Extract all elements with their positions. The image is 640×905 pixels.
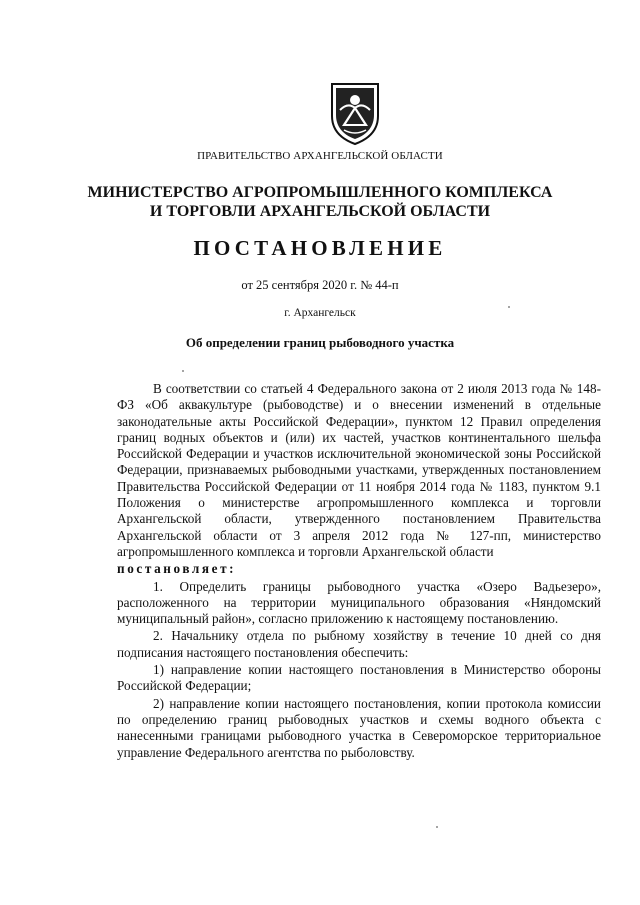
ministry-name: [0, 183, 640, 221]
document-body: [117, 381, 601, 761]
item-1-paragraph: 1. Определить границы рыбоводного участка «Озеро Вадьезеро», расположенного на территории муниципального образования «Няндомский муниципальный район», согласно приложению к настоящему постановлению.: [117, 578, 601, 627]
preamble-paragraph: В соответствии со статьей 4 Федерального закона от 2 июля 2013 года № 148-ФЗ «Об аквакультуре (рыбоводстве) и о внесении изменений в отдельные законодательные акты Российской Федерации», пунктом 12 Правил определения границ водных объектов и (или) их частей, участков континентального шельфа Российской Федерации и участков исключительной экономической зоны Российской Федерации, признаваемых рыбоводными участками, утвержденных постановлением Правительства Российской Федерации от 11 ноября 2014 года № 1183, пунктом 9.1 Положения о министерстве агропромышленного комплекса и торговли Архангельской области, утвержденного постановлением Правительства Архангельской области от 3 апреля 2012 года № 127-пп, министерство агропромышленного комплекса и торговли Архангельской области: [117, 381, 601, 559]
item-2-2-paragraph: 2) направление копии настоящего постановления, копии протокола комиссии по определению границ рыбоводных участков и схемы водного объекта с нанесенными границами рыбоводного участка в Североморское территориальное управление Федерального агентства по рыболовству.: [117, 695, 601, 760]
ministry-name-line-2: И ТОРГОВЛИ АРХАНГЕЛЬСКОЙ ОБЛАСТИ: [149, 203, 491, 220]
date-and-number: от 25 сентября 2020 г. № 44-п: [241, 278, 399, 292]
arkhangelsk-coat-of-arms-icon: [326, 80, 384, 146]
scan-speck: [182, 370, 184, 372]
item-2-paragraph: 2. Начальнику отдела по рыбному хозяйству в течение 10 дней со дня подписания настоящего постановления обеспечить:: [117, 628, 601, 660]
city: г. Архангельск: [284, 307, 356, 319]
item-2-1-paragraph: 1) направление копии настоящего постановления в Министерство обороны Российской Федерации;: [117, 662, 601, 694]
document-type: ПОСТАНОВЛЕНИЕ: [193, 236, 447, 260]
government-name: ПРАВИТЕЛЬСТВО АРХАНГЕЛЬСКОЙ ОБЛАСТИ: [197, 150, 443, 162]
scan-speck: [508, 306, 510, 308]
document-subject: Об определении границ рыбоводного участка: [185, 335, 455, 350]
ministry-name-line-1: МИНИСТЕРСТВО АГРОПРОМЫШЛЕННОГО КОМПЛЕКСА: [87, 184, 553, 201]
scan-speck: [436, 826, 438, 828]
decides-word: постановляет:: [117, 561, 237, 577]
